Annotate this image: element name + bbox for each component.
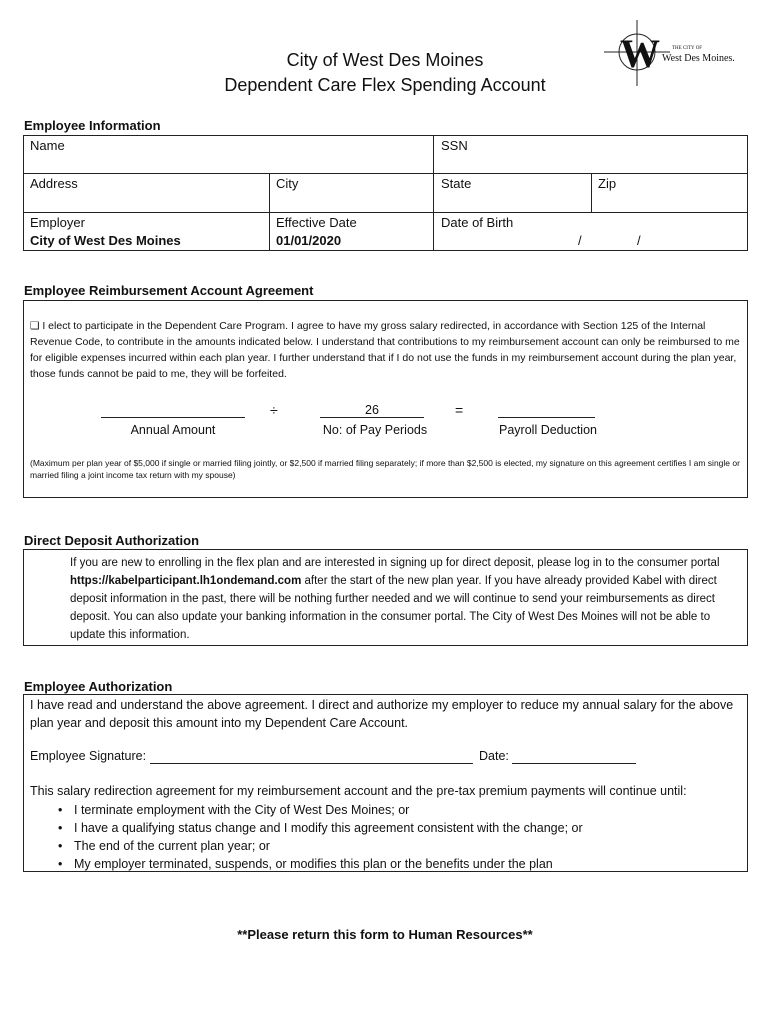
annual-amount-line[interactable] — [101, 417, 245, 418]
direct-deposit-text-before: If you are new to enrolling in the flex plan and are interested in signing up for direct deposit, please log in to the consumer portal — [70, 557, 720, 569]
page-title: City of West Des Moines — [286, 50, 484, 70]
authorization-heading: Employee Authorization — [24, 679, 173, 694]
date-of-birth-field[interactable]: Date of Birth — [441, 215, 514, 230]
dob-slash-2: / — [637, 233, 641, 248]
maximum-note: (Maximum per plan year of $5,000 if single or married filing jointly, or $2,500 if married filing separately; if more than $2,500 is elected, my signature on this agreement certifies I am single or married filing a joint income tax return with my spouse) — [30, 458, 740, 480]
agreement-heading: Employee Reimbursement Account Agreement — [24, 283, 314, 298]
return-note: **Please return this form to Human Resources** — [237, 927, 533, 942]
city-field[interactable]: City — [276, 176, 299, 191]
payroll-deduction-label: Payroll Deduction — [499, 423, 597, 437]
pay-periods-label: No: of Pay Periods — [322, 423, 428, 437]
divide-symbol: ÷ — [270, 402, 278, 418]
portal-link[interactable]: https://kabelparticipant.lh1ondemand.com — [70, 575, 302, 587]
equals-symbol: = — [455, 402, 464, 418]
direct-deposit-text-after: after the start of the new plan year. If you have already provided Kabel with direct deposit information in the past, there will be nothing further needed and we will continue to send your reimbursements as direct deposit. You can also update your banking information in the consumer portal. The City of West Des Moines will not be able to update this information. — [70, 575, 717, 641]
dob-slash-1: / — [578, 233, 582, 248]
logo-name: West Des Moines. — [662, 53, 735, 64]
effective-date-value: 01/01/2020 — [276, 233, 342, 248]
city-logo — [600, 18, 735, 88]
authorization-text: I have read and understand the above agreement. I direct and authorize my employer to reduce my annual salary for the above plan year and deposit this amount into my Dependent Care Account. — [30, 698, 734, 730]
list-item: • The end of the current plan year; or — [30, 837, 742, 855]
date-label: Date: — [479, 749, 509, 763]
pay-periods-line — [320, 417, 424, 418]
signature-label: Employee Signature: — [30, 749, 147, 763]
direct-deposit-heading: Direct Deposit Authorization — [24, 533, 200, 548]
employer-label: Employer — [30, 215, 85, 230]
ssn-field[interactable]: SSN — [441, 138, 468, 153]
list-item: • My employer terminated, suspends, or modifies this plan or the benefits under the plan — [30, 855, 742, 873]
agreement-checkbox[interactable]: ❑ — [30, 320, 40, 332]
annual-amount-label: Annual Amount — [130, 423, 216, 437]
zip-field[interactable]: Zip — [598, 176, 617, 191]
list-item: • I have a qualifying status change and I modify this agreement consistent with the change; or — [30, 819, 742, 837]
agreement-paragraph: I elect to participate in the Dependent Care Program. I agree to have my gross salary redirected, in accordance with Section 125 of the Internal Revenue Code, to contribute in the amounts indicated below. I understand that contributions to my reimbursement account can only be reimbursed to me for eligible expenses incurred within each plan year. I further understand that if I do not use the funds in my reimbursement account during the plan year, those funds cannot be paid to me, they will be forfeited. — [30, 320, 740, 380]
page-subtitle: Dependent Care Flex Spending Account — [224, 75, 546, 95]
termination-list — [30, 801, 742, 873]
list-item: • I terminate employment with the City of West Des Moines; or — [30, 801, 742, 819]
date-line[interactable] — [512, 763, 636, 764]
logo-letter: W — [620, 31, 660, 76]
effective-date-label: Effective Date — [276, 215, 357, 230]
state-field[interactable]: State — [441, 176, 472, 191]
logo-small-text: THE CITY OF — [672, 46, 703, 51]
employee-info-heading: Employee Information — [24, 118, 161, 133]
name-field[interactable]: Name — [30, 138, 65, 153]
payroll-deduction-line[interactable] — [498, 417, 595, 418]
address-field[interactable]: Address — [30, 176, 78, 191]
signature-line[interactable] — [150, 763, 473, 764]
pay-periods-value: 26 — [365, 403, 379, 417]
direct-deposit-text — [70, 554, 738, 644]
continue-text: This salary redirection agreement for my reimbursement account and the pre-tax premium payments will continue until: — [30, 784, 687, 798]
agreement-text — [30, 318, 740, 382]
employer-value: City of West Des Moines — [30, 233, 181, 248]
